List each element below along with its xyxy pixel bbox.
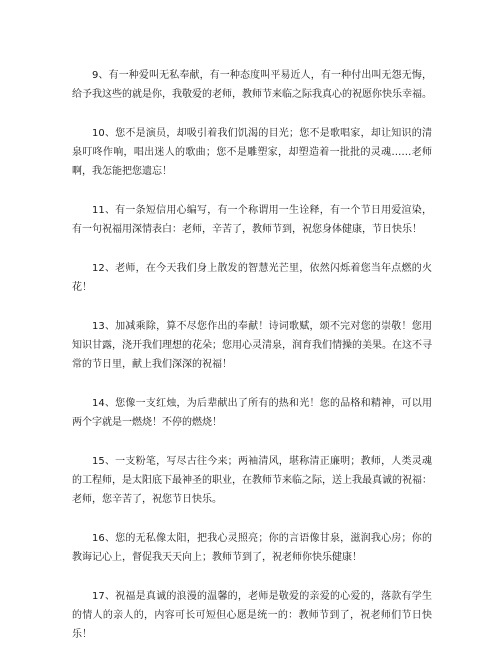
paragraph-17: 17、祝福是真诚的浪漫的温馨的，老师是敬爱的亲爱的心爱的，落款有学生的情人的亲人的，内容可长可短但心愿是统一的：教师节到了，祝老师们节日快乐！ xyxy=(72,591,432,640)
paragraph-15: 15、一支粉笔，写尽古往今来；两袖清风，堪称清正廉明；教师，人类灵魂的工程师，是太阳底下最神圣的职业，在教师节来临之际，送上我最真诚的祝福：老师，您辛苦了，祝您节日快乐。 xyxy=(72,456,432,505)
paragraph-11: 11、有一条短信用心编写，有一个称谓用一生诠释，有一个节日用爱渲染，有一句祝福用深情表白：老师，辛苦了，教师节到，祝您身体健康，节日快乐！ xyxy=(72,205,432,235)
paragraph-16: 16、您的无私像太阳，把我心灵照亮；你的言语像甘泉，滋润我心房；你的教诲记心上，督促我天天向上；教师节到了，祝老师你快乐健康！ xyxy=(72,533,432,563)
paragraph-13: 13、加减乘除，算不尽您作出的奉献！诗词歌赋，颂不完对您的崇敬！您用知识甘露，浇开我们理想的花朵；您用心灵清泉，润育我们情操的美果。在这不寻常的节日里，献上我们深深的祝福！ xyxy=(72,321,432,370)
paragraph-9: 9、有一种爱叫无私奉献，有一种态度叫平易近人，有一种付出叫无怨无悔，给予我这些的就是你，我敬爱的老师，教师节来临之际我真心的祝愿你快乐幸福。 xyxy=(72,70,432,100)
document-body xyxy=(72,66,432,664)
paragraph-10: 10、您不是演员，却吸引着我们饥渴的目光；您不是歌唱家，却让知识的清泉叮咚作响，唱出迷人的歌曲；您不是雕塑家，却塑造着一批批的灵魂……老师啊，我怎能把您遗忘！ xyxy=(72,128,432,177)
paragraph-12: 12、老师，在今天我们身上散发的智慧光芒里，依然闪烁着您当年点燃的火花！ xyxy=(72,263,432,293)
paragraph-14: 14、您像一支红烛，为后辈献出了所有的热和光！您的品格和精神，可以用两个字就是一燃烧！不停的燃烧！ xyxy=(72,398,432,428)
